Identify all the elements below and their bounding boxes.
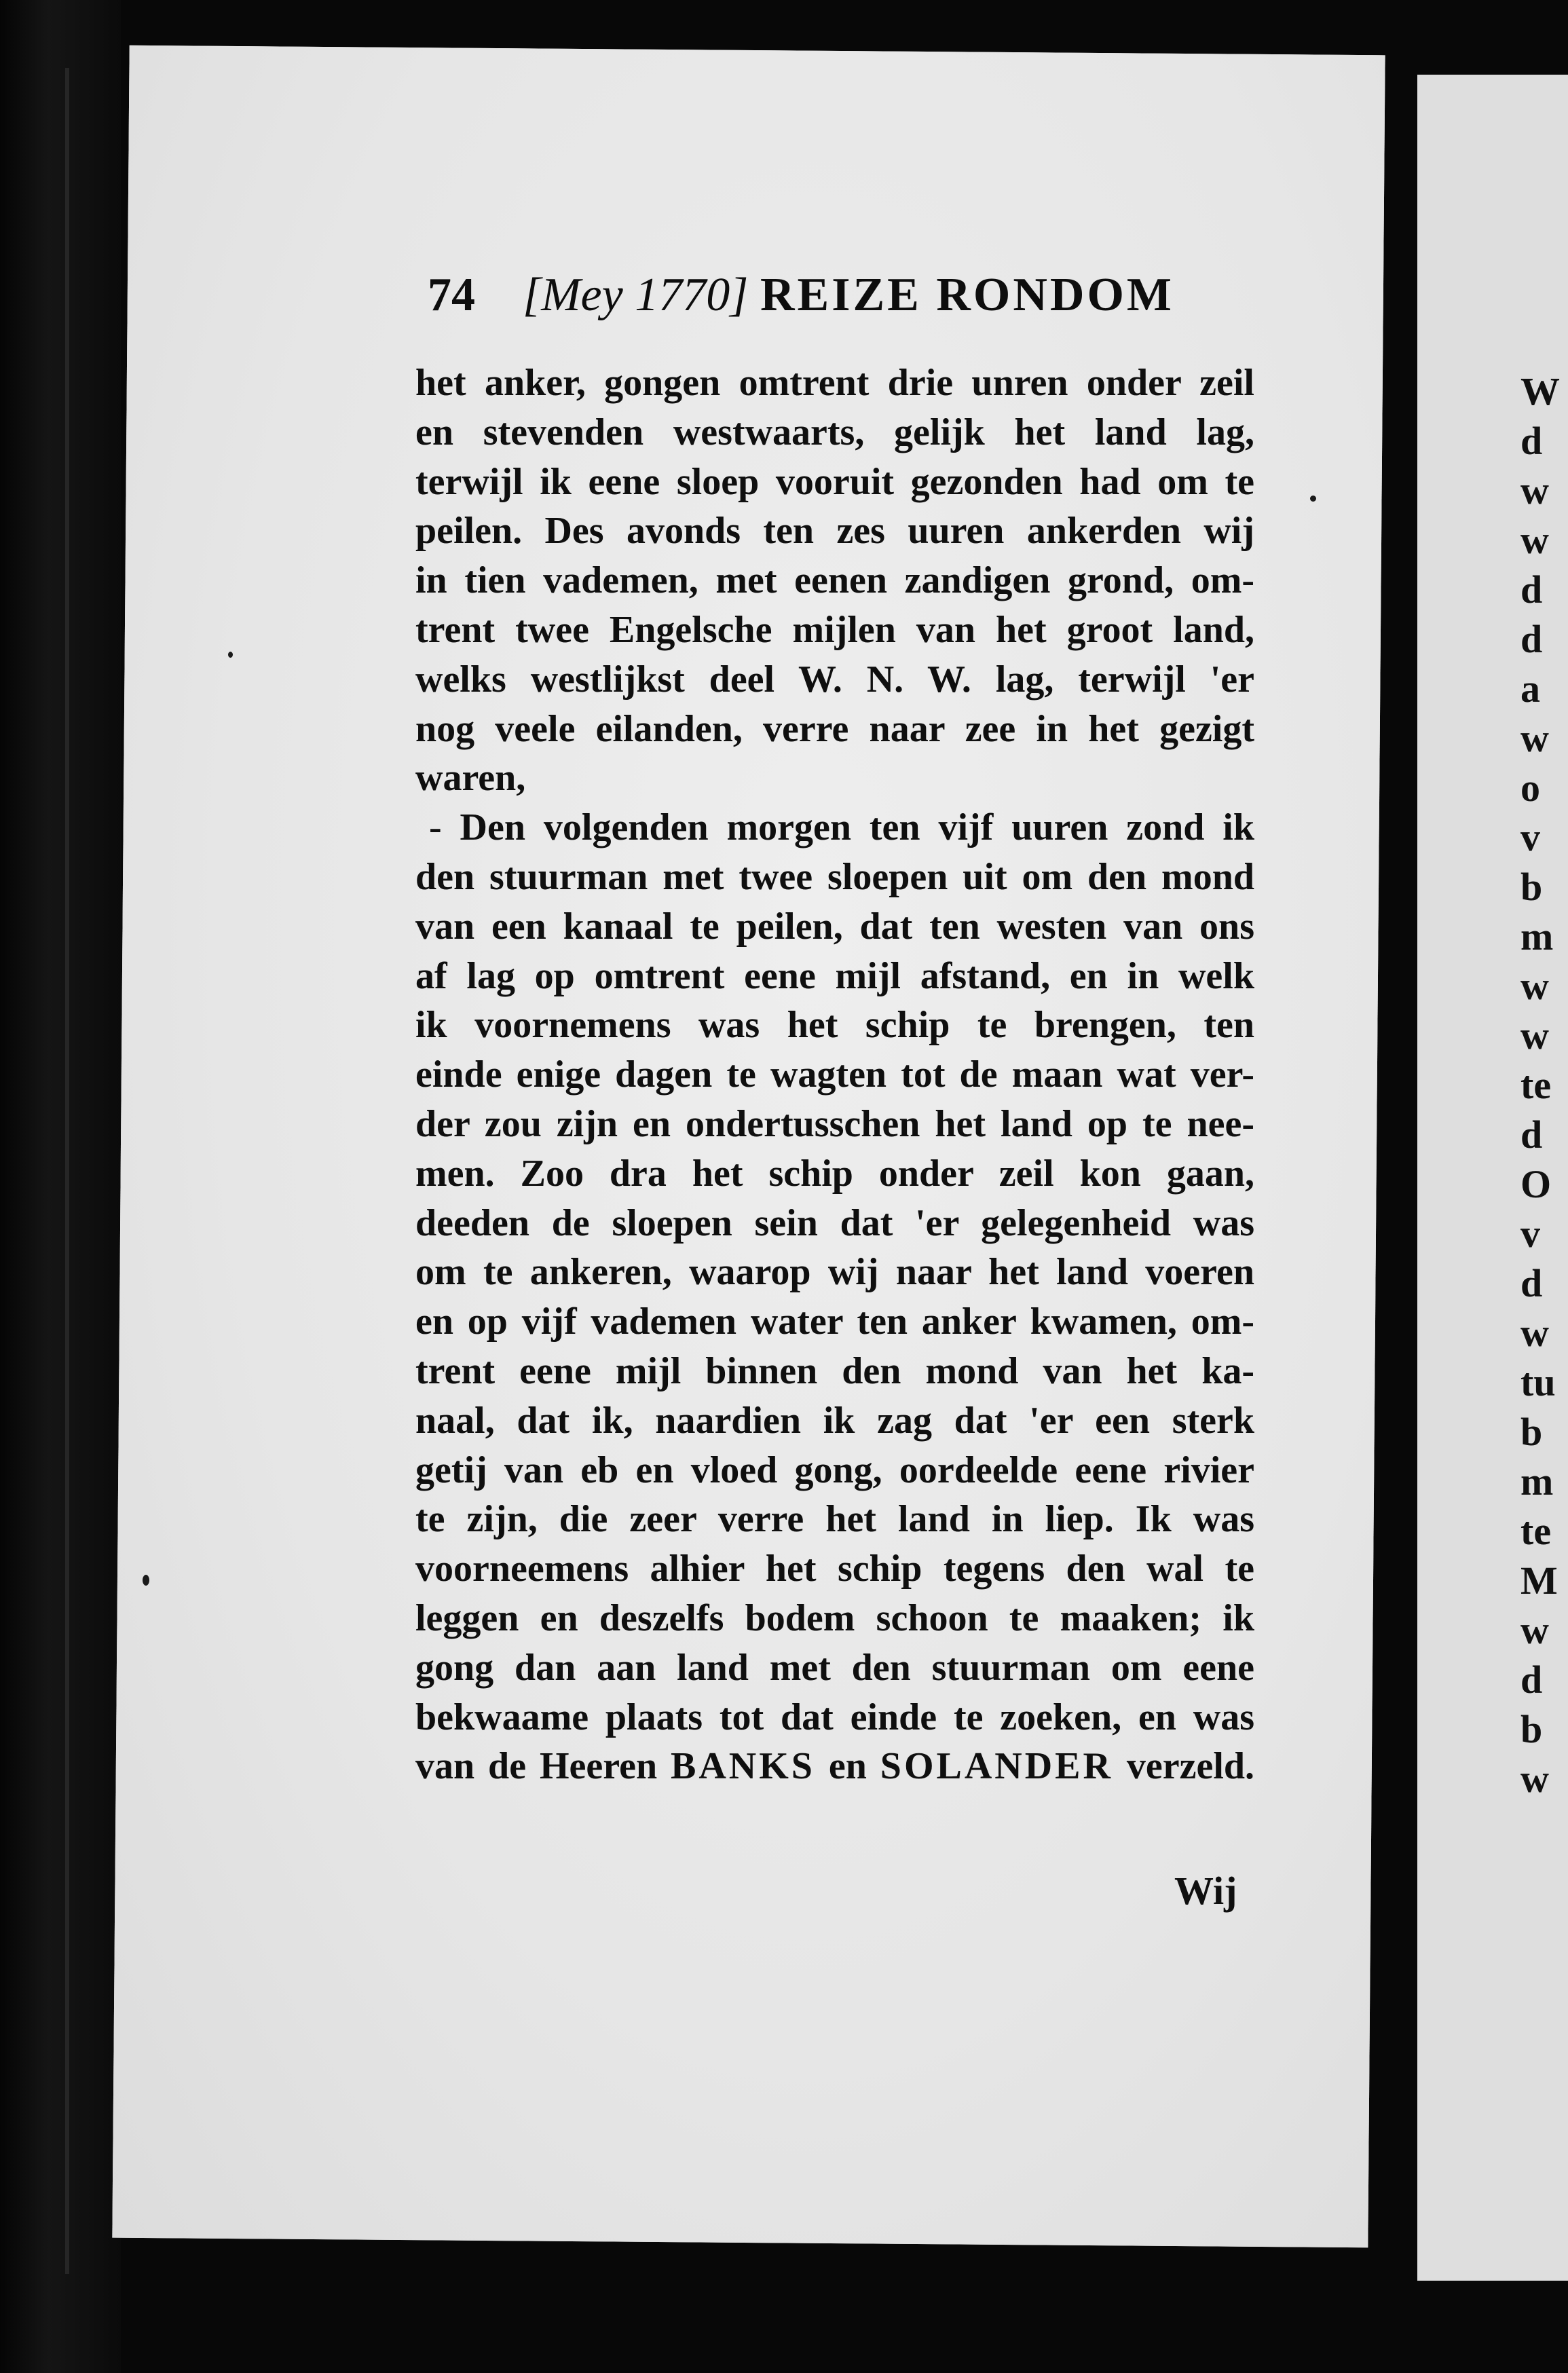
facing-page-fragment: a [1520, 667, 1540, 711]
facing-page-fragment: w [1520, 716, 1549, 760]
text-line: van een kanaal te peilen, dat ten westen van ons [415, 905, 1254, 948]
text-line: welks westlijkst deel W. N. W. lag, terwijl 'er [415, 658, 1254, 700]
facing-page-fragment: d [1520, 567, 1543, 612]
text-line: men. Zoo dra het schip onder zeil kon gaan, [415, 1152, 1254, 1195]
text-line: af lag op omtrent eene mijl afstand, en in welk [415, 954, 1254, 997]
text-line: te zijn, die zeer verre het land in liep. Ik was [415, 1498, 1254, 1541]
text-line: leggen en deszelfs bodem schoon te maaken; ik [415, 1596, 1254, 1639]
text-line: peilen. Des avonds ten zes uuren ankerden wij [415, 510, 1254, 553]
text-line: einde enige dagen te wagten tot de maan wat ver- [415, 1053, 1254, 1096]
text-lines [415, 358, 1254, 1742]
text-line: den stuurman met twee sloepen uit om den mond [415, 855, 1254, 898]
specks [143, 1575, 149, 1586]
final-line-end: verzeld. [1126, 1745, 1254, 1788]
text-line: voorneemens alhier het schip tegens den wal te [415, 1548, 1254, 1590]
text-line: der zou zijn en ondertusschen het land op te nee- [415, 1102, 1254, 1145]
facing-page-fragment: w [1520, 1013, 1549, 1058]
text-line: het anker, gongen omtrent drie unren onder zeil [415, 362, 1254, 404]
running-title: REIZE RONDOM [760, 269, 1174, 321]
text-line: om te ankeren, waarop wij naar het land voeren [415, 1251, 1254, 1294]
text-line: in tien vademen, met eenen zandigen grond, om- [415, 559, 1254, 602]
facing-page-fragment: v [1520, 1212, 1540, 1256]
text-line: trent eene mijl binnen den mond van het ka- [415, 1349, 1254, 1392]
facing-page-fragment: w [1520, 1608, 1549, 1652]
text-line: waren, [415, 757, 526, 800]
facing-page-fragment: w [1520, 964, 1549, 1008]
facing-page-fragment: w [1520, 1757, 1549, 1801]
facing-page-fragment: m [1520, 1459, 1554, 1503]
text-line: getij van eb en vloed gong, oordeelde eene rivier [415, 1449, 1254, 1491]
facing-page-text-fragments [1520, 367, 1568, 1804]
facing-page-fragment: w [1520, 468, 1549, 512]
text-line: nog veele eilanden, verre naar zee in het gezigt [415, 707, 1254, 750]
gutter-edge [65, 68, 69, 2274]
specks [1310, 496, 1316, 502]
name-solander: SOLANDER [880, 1745, 1113, 1788]
final-line-start: van de Heeren [415, 1745, 658, 1788]
facing-page-fragment: tu [1520, 1360, 1556, 1404]
text-line: en stevenden westwaarts, gelijk het land lag, [415, 411, 1254, 453]
facing-page-fragment: te [1520, 1509, 1552, 1553]
page-number: 74 [428, 269, 475, 321]
facing-page-fragment: d [1520, 1113, 1543, 1157]
date-marginal: [Mey 1770] [523, 269, 749, 321]
facing-page-fragment: W [1520, 369, 1560, 413]
text-line: terwijl ik eene sloep vooruit gezonden had om te [415, 460, 1254, 503]
facing-page-fragment: b [1520, 1707, 1543, 1751]
facing-page-fragment: O [1520, 1162, 1552, 1206]
facing-page-fragment: d [1520, 419, 1543, 463]
facing-page-fragment: b [1520, 1410, 1543, 1454]
text-line: en op vijf vademen water ten anker kwamen, om- [415, 1301, 1254, 1343]
word-en: en [828, 1745, 867, 1788]
book-gutter [0, 0, 121, 2373]
text-line-final [415, 1742, 1254, 1791]
facing-page-fragment: d [1520, 1261, 1543, 1305]
text-line: bekwaame plaats tot dat einde te zoeken, en was [415, 1696, 1254, 1738]
body-text [415, 358, 1254, 1791]
text-line: trent twee Engelsche mijlen van het groot land, [415, 608, 1254, 651]
text-line: ik voornemens was het schip te brengen, ten [415, 1004, 1254, 1047]
facing-page-fragment: v [1520, 815, 1540, 859]
facing-page-fragment: o [1520, 766, 1540, 810]
facing-page-fragment: M [1520, 1558, 1558, 1603]
facing-page-fragment: d [1520, 617, 1543, 661]
text-line: deeden de sloepen sein dat 'er gelegenheid was [415, 1201, 1254, 1244]
facing-page-fragment: te [1520, 1063, 1552, 1107]
running-head [428, 268, 1263, 329]
facing-page-fragment: w [1520, 518, 1549, 562]
facing-page-fragment: d [1520, 1658, 1543, 1702]
facing-page-fragment: b [1520, 865, 1543, 909]
specks [228, 652, 233, 658]
facing-page-fragment: w [1520, 1311, 1549, 1355]
catchword: Wij [1174, 1869, 1237, 1913]
text-line: - Den volgenden morgen ten vijf uuren zond ik [429, 806, 1254, 849]
text-line: gong dan aan land met den stuurman om eene [415, 1646, 1254, 1689]
text-line: naal, dat ik, naardien ik zag dat 'er een sterk [415, 1399, 1254, 1442]
facing-page-fragment: m [1520, 914, 1554, 958]
name-banks: BANKS [671, 1745, 815, 1788]
